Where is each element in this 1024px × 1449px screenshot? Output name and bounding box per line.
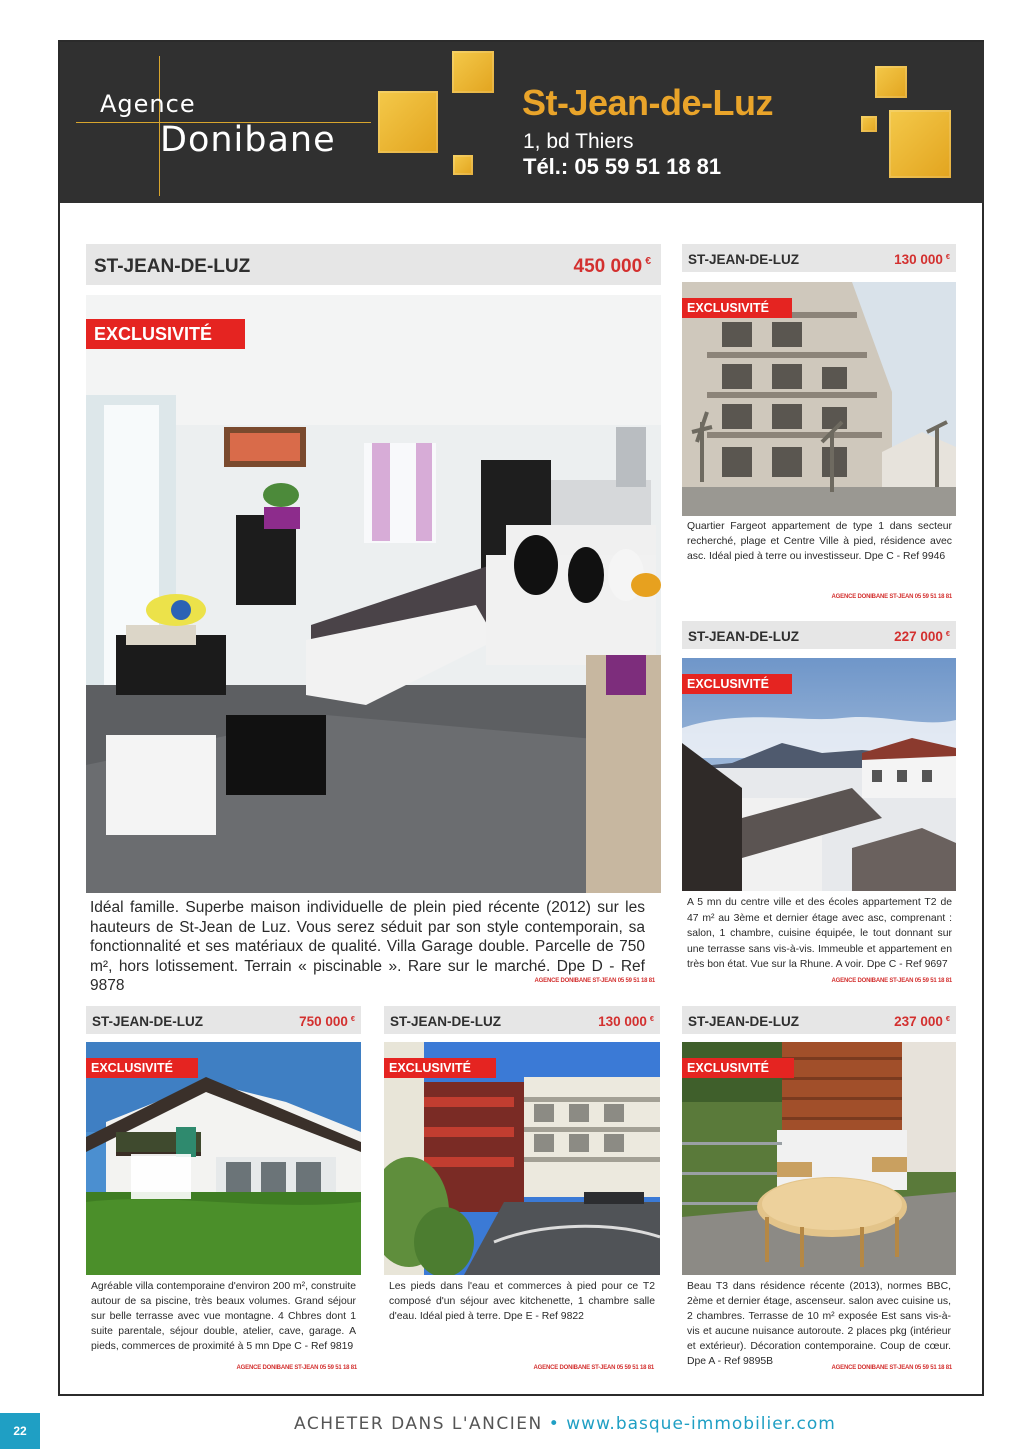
listing-title-bar (86, 1006, 361, 1034)
logo-square (861, 116, 877, 132)
footer-separator: • (548, 1414, 561, 1434)
listing-card[interactable] (86, 244, 661, 994)
listing-city: ST-JEAN-DE-LUZ (94, 256, 251, 277)
listing-city: ST-JEAN-DE-LUZ (688, 629, 799, 644)
listing-card[interactable] (682, 1006, 956, 1376)
logo-square (452, 51, 494, 93)
agency-contact: AGENCE DONIBANE ST-JEAN 05 59 51 18 81 (534, 978, 655, 984)
listing-price: 227 000 € (894, 629, 950, 644)
listing-city: ST-JEAN-DE-LUZ (390, 1014, 501, 1029)
footer-tagline-text: ACHETER DANS L'ANCIEN (294, 1414, 543, 1434)
listing-price: 237 000 € (894, 1014, 950, 1029)
logo-square (889, 110, 951, 178)
listing-description: A 5 mn du centre ville et des écoles appartement T2 de 47 m² au 3ème et dernier étage avec asc, comprenant : salon, 1 chambre, cuisine équipée, le tout donnant sur une terrasse sans vis-à-vis. Immeuble et appartement en très bon état. Vue sur la Rhune. A voir. Dpe C - Ref 9697 (687, 897, 952, 970)
listing-card[interactable] (682, 621, 956, 988)
page-number: 22 (0, 1413, 40, 1449)
agency-contact: AGENCE DONIBANE ST-JEAN 05 59 51 18 81 (533, 1365, 654, 1371)
agency-contact: AGENCE DONIBANE ST-JEAN 05 59 51 18 81 (236, 1365, 357, 1371)
agency-contact: AGENCE DONIBANE ST-JEAN 05 59 51 18 81 (831, 594, 952, 600)
listing-price: 450 000 € (573, 256, 651, 277)
agency-city: St-Jean-de-Luz (522, 82, 774, 123)
exclusivite-badge: EXCLUSIVITÉ (384, 1058, 496, 1078)
listing-description: Beau T3 dans résidence récente (2013), normes BBC, 2ème et dernier étage, ascenseur. salon avec cuisine us, 2 chambres. Terrasse de 10 m² exposée Est sans vis-à-vis et aucune nuisance autoroute. 2 places pkg (intérieur et extérieur). Décoration contemporaine. Coup de cœur. Dpe A - Ref 9895B (687, 1281, 951, 1367)
listing-title-bar (682, 244, 956, 272)
listing-photo[interactable] (682, 658, 956, 891)
listing-description: Quartier Fargeot appartement de type 1 dans secteur recherché, plage et Centre Ville à pied, résidence avec asc. Idéal pied à terre ou investisseur. Dpe C - Ref 9946 (687, 521, 952, 562)
listing-photo[interactable] (384, 1042, 660, 1275)
logo-square (378, 91, 438, 153)
exclusivite-badge: EXCLUSIVITÉ (682, 298, 792, 318)
agency-phone: Tél.: 05 59 51 18 81 (523, 154, 722, 179)
listing-price: 130 000 € (894, 252, 950, 267)
listing-photo[interactable] (86, 1042, 361, 1275)
listing-photo[interactable] (682, 1042, 956, 1275)
listing-title-bar (384, 1006, 660, 1034)
website-link[interactable]: www.basque-immobilier.com (566, 1414, 836, 1434)
listing-city: ST-JEAN-DE-LUZ (92, 1014, 203, 1029)
exclusivite-badge: EXCLUSIVITÉ (682, 1058, 794, 1078)
listing-photo[interactable] (682, 282, 956, 516)
logo-donibane-text: Donibane (160, 120, 336, 160)
listing-city: ST-JEAN-DE-LUZ (688, 1014, 799, 1029)
listing-price: 130 000 € (598, 1014, 654, 1029)
exclusivite-badge: EXCLUSIVITÉ (86, 1058, 198, 1078)
listing-description: Agréable villa contemporaine d'environ 200 m², construite autour de sa piscine, très beaux volumes. Grand séjour sur belle terrasse avec vue montagne. 4 Chbres dont 1 suite parentale, séjour double, atelier, cave, garage. A pieds, commerces de proximité à 5 mn Dpe C - Ref 9819 (91, 1281, 356, 1352)
footer-tagline (294, 1414, 836, 1434)
logo-square (453, 155, 473, 175)
listing-photo[interactable] (86, 295, 661, 893)
listing-card[interactable] (682, 244, 956, 602)
listing-description: Les pieds dans l'eau et commerces à pied pour ce T2 composé d'un séjour avec kitchenette, 1 chambre salle d'eau. Idéal pied à terre. Dpe E - Ref 9822 (389, 1281, 655, 1322)
agency-contact: AGENCE DONIBANE ST-JEAN 05 59 51 18 81 (831, 1365, 952, 1371)
agency-contact: AGENCE DONIBANE ST-JEAN 05 59 51 18 81 (831, 978, 952, 984)
listing-card[interactable] (86, 1006, 361, 1376)
agency-address: 1, bd Thiers (523, 130, 634, 153)
logo-agence-text: Agence (100, 90, 196, 118)
exclusivite-badge: EXCLUSIVITÉ (682, 674, 792, 694)
exclusivite-badge: EXCLUSIVITÉ (86, 319, 245, 349)
listing-title-bar (682, 1006, 956, 1034)
listing-description: Idéal famille. Superbe maison individuelle de plein pied récente (2012) sur les hauteurs de St-Jean de Luz. Vous serez séduit par son style contemporain, sa fonctionnalité et ses matériaux de qualité. Villa Garage double. Parcelle de 750 m², hors lotissement. Terrain « piscinable ». Rare sur le marché. Dpe D - Ref 9878 (90, 899, 645, 994)
listing-card[interactable] (384, 1006, 660, 1376)
logo-square (875, 66, 907, 98)
listing-price: 750 000 € (299, 1014, 355, 1029)
listing-city: ST-JEAN-DE-LUZ (688, 252, 799, 267)
listing-title-bar (682, 621, 956, 649)
listing-title-bar (86, 244, 661, 285)
agency-header (60, 42, 984, 203)
